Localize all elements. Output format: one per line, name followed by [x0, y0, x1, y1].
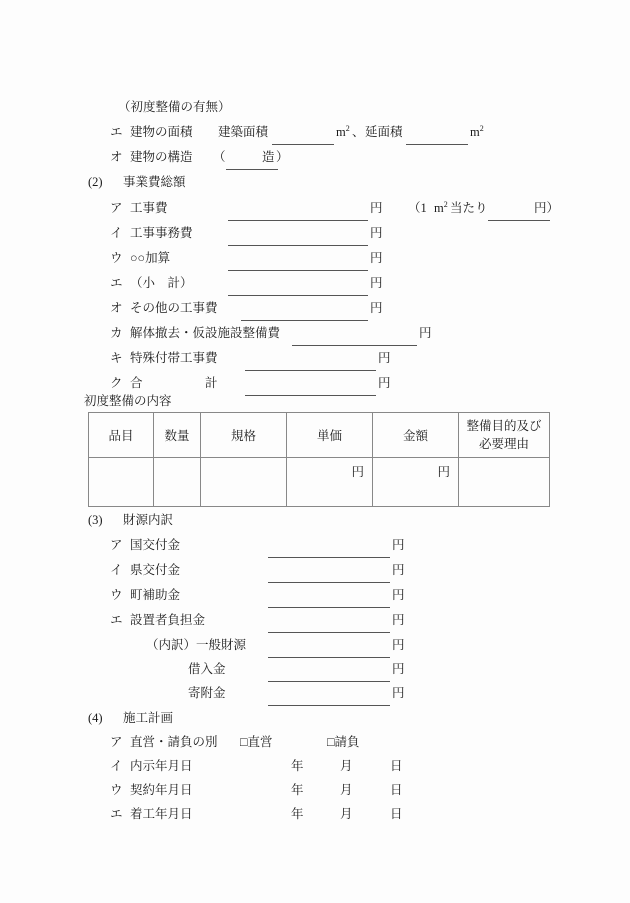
funding-blank-i[interactable] [268, 558, 390, 583]
cost-row-ki [0, 346, 630, 371]
funding-blank-donation[interactable] [268, 681, 390, 706]
plan-year-i[interactable]: 年 [291, 759, 304, 773]
section-3-title: 財源内訳 [123, 513, 174, 527]
funding-unit-general: 円 [392, 638, 405, 652]
th-amount: 金額 [373, 413, 459, 458]
section-2-title: 事業費総額 [123, 175, 186, 189]
funding-row-i [0, 558, 630, 583]
cost-label-ka: 解体撤去・仮設施設整備費 [130, 326, 281, 340]
funding-row-e [0, 608, 630, 633]
marker-i: イ [110, 226, 123, 240]
cost-blank-o[interactable] [241, 296, 368, 321]
section-3-number: (3) [88, 513, 103, 527]
funding-unit-loan: 円 [392, 662, 405, 676]
plan-label-a: 直営・請負の別 [130, 735, 218, 749]
th-unit-price: 単価 [287, 413, 373, 458]
funding-marker-a: ア [110, 538, 123, 552]
section-2-number: (2) [88, 175, 103, 189]
plan-marker-a: ア [110, 735, 123, 749]
funding-label-i: 県交付金 [130, 563, 181, 577]
cost-label-ki: 特殊付帯工事費 [130, 351, 218, 365]
plan-row-a [0, 730, 630, 755]
funding-row-a [0, 533, 630, 558]
funding-label-loan: 借入金 [188, 662, 226, 676]
funding-label-a: 国交付金 [130, 538, 181, 552]
building-structure-row [0, 145, 630, 170]
building-area-row [0, 120, 630, 145]
plan-row-i [0, 754, 630, 779]
plan-marker-u: ウ [110, 783, 123, 797]
table-header-row [89, 413, 550, 458]
cost-unit-a: 円 [370, 201, 383, 215]
cost-label-i: 工事事務費 [130, 226, 193, 240]
cost-blank-ki[interactable] [245, 346, 376, 371]
funding-row-u [0, 583, 630, 608]
marker-o: オ [110, 150, 123, 164]
th-purpose-line2: 必要理由 [478, 437, 529, 451]
th-item: 品目 [89, 413, 154, 458]
plan-year-u[interactable]: 年 [291, 783, 304, 797]
cost-label-ku: 合 計 [130, 376, 218, 390]
section-4-title: 施工計画 [123, 711, 174, 725]
cost-unit-o: 円 [370, 301, 383, 315]
funding-label-e: 設置者負担金 [130, 613, 206, 627]
marker-u: ウ [110, 251, 123, 265]
funding-blank-general[interactable] [268, 633, 390, 658]
plan-month-i[interactable]: 月 [340, 759, 353, 773]
building-structure-label: 建物の構造 [130, 150, 193, 164]
funding-marker-i: イ [110, 563, 123, 577]
section-2-heading [0, 170, 630, 195]
cost-row-o [0, 296, 630, 321]
td-item[interactable] [89, 458, 154, 507]
total-floor-area-label: 延面積 [365, 125, 403, 139]
funding-blank-u[interactable] [268, 583, 390, 608]
td-reason[interactable] [459, 458, 550, 507]
td-unit-price[interactable]: 円 [287, 458, 373, 507]
th-purpose-reason [459, 413, 550, 458]
cost-unit-ku: 円 [378, 376, 391, 390]
plan-marker-e: エ [110, 807, 123, 821]
cost-blank-ku[interactable] [245, 371, 376, 396]
funding-marker-e: エ [110, 613, 123, 627]
cost-unit-ka: 円 [419, 326, 432, 340]
funding-unit-a: 円 [392, 538, 405, 552]
funding-blank-e[interactable] [268, 608, 390, 633]
cost-unit-ki: 円 [378, 351, 391, 365]
checkbox-contract[interactable]: □請負 [327, 735, 360, 749]
built-area-label: 建築面積 [218, 125, 269, 139]
cost-unit-i: 円 [370, 226, 383, 240]
area-separator: 、 [352, 125, 365, 139]
funding-blank-a[interactable] [268, 533, 390, 558]
cost-row-i [0, 221, 630, 246]
cost-blank-e[interactable] [228, 271, 368, 296]
marker-ki: キ [110, 351, 123, 365]
initial-equipment-table [88, 412, 550, 507]
structure-suffix: 造 [262, 150, 275, 164]
section-3-heading [0, 508, 630, 533]
plan-day-e[interactable]: 日 [390, 807, 403, 821]
funding-row-loan [0, 657, 630, 682]
total-floor-area-blank[interactable] [406, 120, 468, 145]
funding-label-general: （内訳）一般財源 [146, 638, 247, 652]
building-area-label: 建物の面積 [130, 125, 193, 139]
building-note-row [0, 95, 630, 120]
plan-month-e[interactable]: 月 [340, 807, 353, 821]
structure-open-paren: （ [213, 150, 226, 164]
plan-day-i[interactable]: 日 [390, 759, 403, 773]
cost-blank-ka[interactable] [292, 321, 417, 346]
cost-row-ka [0, 321, 630, 346]
marker-ka: カ [110, 326, 123, 340]
section-4-heading [0, 706, 630, 731]
table-caption: 初度整備の内容 [84, 394, 172, 408]
plan-year-e[interactable]: 年 [291, 807, 304, 821]
table-row [89, 458, 550, 507]
th-spec: 規格 [201, 413, 287, 458]
plan-label-i: 内示年月日 [130, 759, 193, 773]
built-area-unit: $m^2$ [336, 123, 350, 139]
plan-marker-i: イ [110, 759, 123, 773]
td-qty[interactable] [154, 458, 201, 507]
cost-blank-a[interactable] [228, 196, 368, 221]
funding-unit-donation: 円 [392, 686, 405, 700]
section-4-number: (4) [88, 711, 103, 725]
cost-label-o: その他の工事費 [130, 301, 218, 315]
cost-label-a: 工事費 [130, 201, 168, 215]
per-sqm-label: 当たり [450, 201, 488, 215]
funding-blank-loan[interactable] [268, 657, 390, 682]
cost-blank-u[interactable] [228, 246, 368, 271]
cost-row-e [0, 271, 630, 296]
per-sqm-unit: $m^2$ [434, 199, 448, 215]
funding-unit-i: 円 [392, 563, 405, 577]
marker-e2: エ [110, 276, 123, 290]
marker-o2: オ [110, 301, 123, 315]
cost-unit-e: 円 [370, 276, 383, 290]
per-sqm-open: （1 [408, 201, 427, 215]
checkbox-direct-management[interactable]: □直営 [240, 735, 273, 749]
plan-row-e [0, 802, 630, 827]
marker-e: エ [110, 125, 123, 139]
built-area-blank[interactable] [272, 120, 334, 145]
funding-unit-e: 円 [392, 613, 405, 627]
cost-label-e: （小 計） [130, 276, 193, 290]
th-qty: 数量 [154, 413, 201, 458]
building-note: （初度整備の有無） [118, 100, 231, 114]
cost-label-u: ○○加算 [130, 251, 171, 265]
th-purpose-line1: 整備目的及び [466, 418, 542, 433]
funding-unit-u: 円 [392, 588, 405, 602]
plan-day-u[interactable]: 日 [390, 783, 403, 797]
plan-label-e: 着工年月日 [130, 807, 193, 821]
cost-unit-u: 円 [370, 251, 383, 265]
funding-label-donation: 寄附金 [188, 686, 226, 700]
cost-row-a [0, 196, 630, 221]
funding-label-u: 町補助金 [130, 588, 181, 602]
plan-row-u [0, 778, 630, 803]
marker-ku: ク [110, 376, 123, 390]
marker-a: ア [110, 201, 123, 215]
per-sqm-yen: 円） [534, 201, 560, 215]
structure-close-paren: ） [276, 150, 289, 164]
funding-row-general [0, 633, 630, 658]
cost-blank-i[interactable] [228, 221, 368, 246]
td-amount[interactable]: 円 [373, 458, 459, 507]
plan-month-u[interactable]: 月 [340, 783, 353, 797]
cost-row-u [0, 246, 630, 271]
funding-row-donation [0, 681, 630, 706]
td-spec[interactable] [201, 458, 287, 507]
plan-label-u: 契約年月日 [130, 783, 193, 797]
funding-marker-u: ウ [110, 588, 123, 602]
total-floor-area-unit: $m^2$ [470, 123, 484, 139]
